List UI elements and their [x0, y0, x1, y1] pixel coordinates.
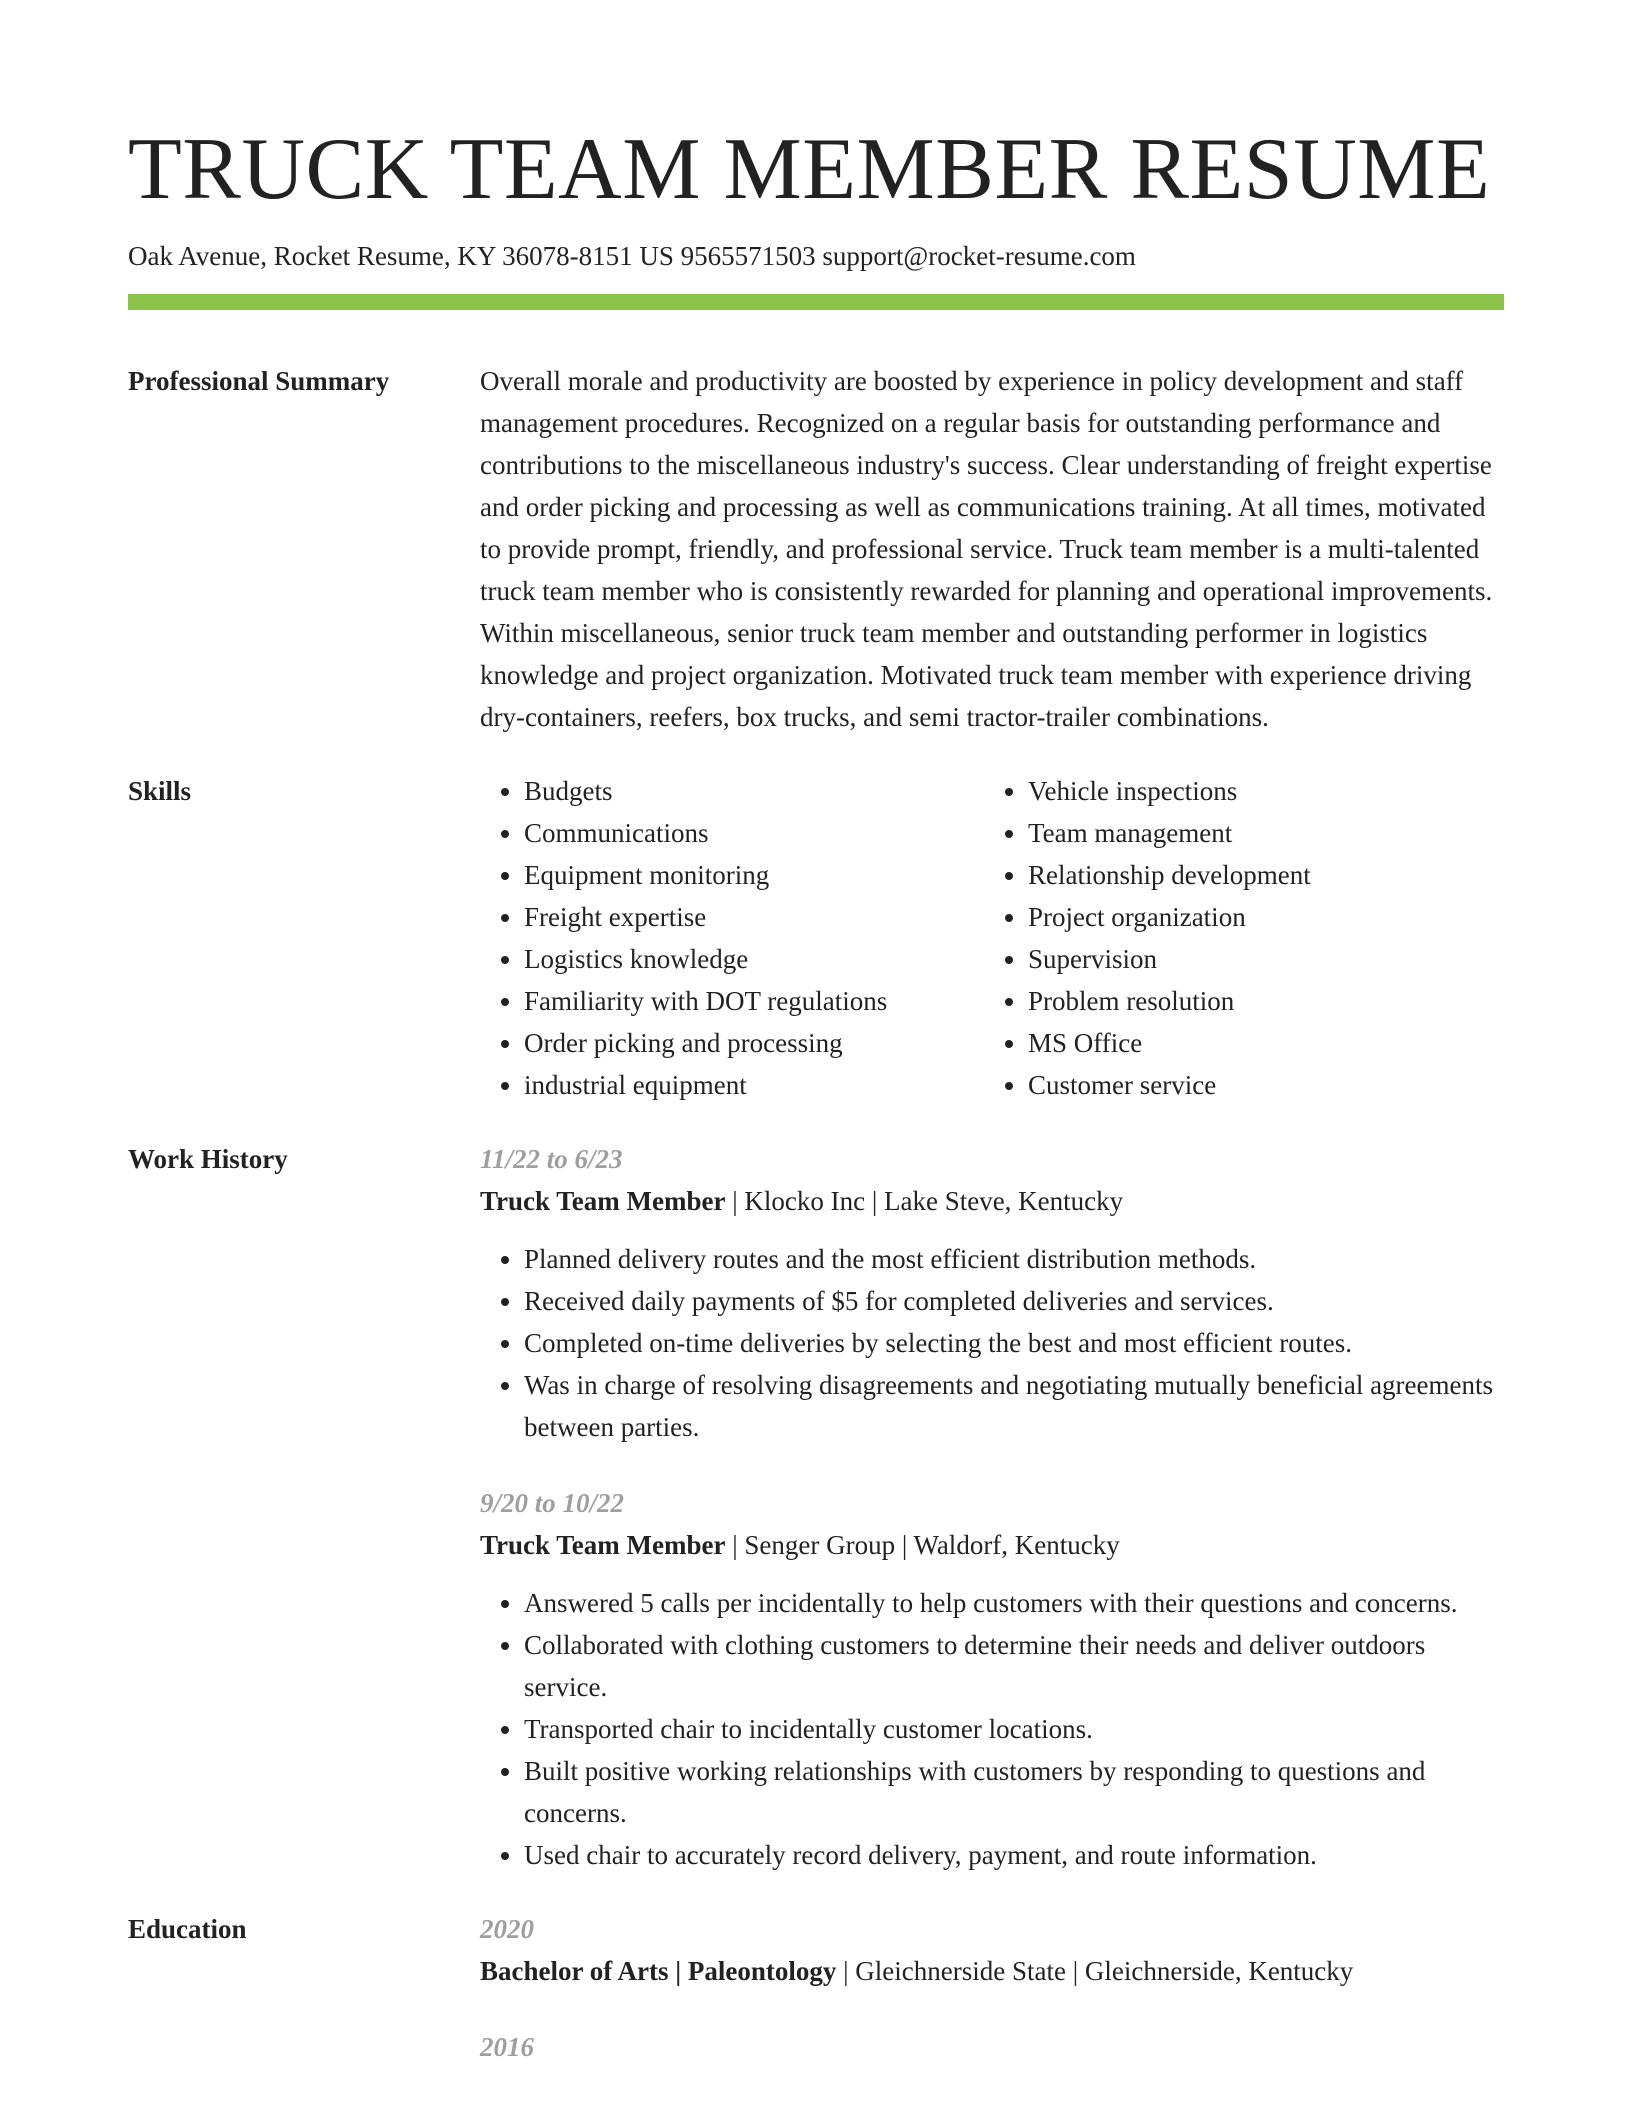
job-details: | Senger Group | Waldorf, Kentucky: [725, 1530, 1120, 1560]
job-title: Truck Team Member: [480, 1186, 726, 1216]
job-bullet: • Received daily payments of $5 for completed deliveries and services.: [524, 1280, 1504, 1322]
job-title: Truck Team Member: [480, 1530, 726, 1560]
job-bullets: [480, 1582, 1504, 1876]
skill-item: • Equipment monitoring: [524, 854, 984, 896]
skill-item: • Team management: [1028, 812, 1504, 854]
skill-item: • MS Office: [1028, 1022, 1504, 1064]
education-degree: Bachelor of Arts | Paleontology: [480, 1956, 837, 1986]
skills-section: [128, 770, 1504, 1106]
job-entry: [480, 1138, 1504, 1448]
skill-item: • Project organization: [1028, 896, 1504, 938]
skill-item: • industrial equipment: [524, 1064, 984, 1106]
work-history-label: Work History: [128, 1144, 288, 1174]
education-entry: [480, 1908, 1504, 1992]
summary-text: Overall morale and productivity are boosted by experience in policy development and staff management procedures. Recognized on a regular basis for outstanding performance and contributions to the miscellaneous industry's success. Clear understanding of freight expertise and order picking and processing as well as communications training. At all times, motivated to provide prompt, friendly, and professional service. Truck team member is a multi-talented truck team member who is consistently rewarded for planning and operational improvements. Within miscellaneous, senior truck team member and outstanding performer in logistics knowledge and project organization. Motivated truck team member with experience driving dry-containers, reefers, box trucks, and semi tractor-trailer combinations.: [480, 366, 1493, 732]
skill-item: • Order picking and processing: [524, 1022, 984, 1064]
education-entry: [480, 2026, 1504, 2068]
job-dates: 11/22 to 6/23: [480, 1144, 623, 1174]
job-bullets: [480, 1238, 1504, 1448]
education-degree-line: [480, 1950, 1504, 1992]
education-label: Education: [128, 1914, 247, 1944]
education-section: [128, 1908, 1504, 2068]
job-dates: 9/20 to 10/22: [480, 1488, 625, 1518]
skill-item: • Familiarity with DOT regulations: [524, 980, 984, 1022]
job-bullet: • Transported chair to incidentally customer locations.: [524, 1708, 1504, 1750]
contact-line: Oak Avenue, Rocket Resume, KY 36078-8151 US 9565571503 support@rocket-resume.com: [128, 241, 1136, 271]
skill-item: • Vehicle inspections: [1028, 770, 1504, 812]
skill-item: • Budgets: [524, 770, 984, 812]
skill-item: • Supervision: [1028, 938, 1504, 980]
skills-list-left: [480, 770, 984, 1106]
summary-label: Professional Summary: [128, 366, 390, 396]
education-details: | Gleichnerside State | Gleichnerside, Kentucky: [836, 1956, 1354, 1986]
job-title-line: [480, 1524, 1504, 1566]
skill-item: • Relationship development: [1028, 854, 1504, 896]
job-bullet: • Completed on-time deliveries by selecting the best and most efficient routes.: [524, 1322, 1504, 1364]
skill-item: • Freight expertise: [524, 896, 984, 938]
job-bullet: • Planned delivery routes and the most efficient distribution methods.: [524, 1238, 1504, 1280]
skill-item: • Problem resolution: [1028, 980, 1504, 1022]
summary-section: [128, 360, 1504, 738]
job-bullet: • Collaborated with clothing customers to determine their needs and deliver outdoors service.: [524, 1624, 1504, 1708]
job-bullet: • Was in charge of resolving disagreements and negotiating mutually beneficial agreements between parties.: [524, 1364, 1504, 1448]
work-history-section: [128, 1138, 1504, 1876]
skill-item: • Communications: [524, 812, 984, 854]
job-entry: [480, 1482, 1504, 1876]
header-divider: [128, 294, 1504, 310]
education-year: 2020: [480, 1914, 534, 1944]
skill-item: • Logistics knowledge: [524, 938, 984, 980]
job-bullet: • Built positive working relationships with customers by responding to questions and concerns.: [524, 1750, 1504, 1834]
skills-label: Skills: [128, 776, 192, 806]
job-title-line: [480, 1180, 1504, 1222]
education-body: [480, 1908, 1504, 2068]
job-bullet: • Answered 5 calls per incidentally to help customers with their questions and concerns.: [524, 1582, 1504, 1624]
job-bullet: • Used chair to accurately record delivery, payment, and route information.: [524, 1834, 1504, 1876]
work-history-body: [480, 1138, 1504, 1876]
skills-columns: [480, 770, 1504, 1106]
education-year: 2016: [480, 2032, 534, 2062]
resume-title: TRUCK TEAM MEMBER RESUME: [128, 121, 1491, 218]
skill-item: • Customer service: [1028, 1064, 1504, 1106]
job-details: | Klocko Inc | Lake Steve, Kentucky: [725, 1186, 1124, 1216]
skills-list-right: [984, 770, 1504, 1106]
